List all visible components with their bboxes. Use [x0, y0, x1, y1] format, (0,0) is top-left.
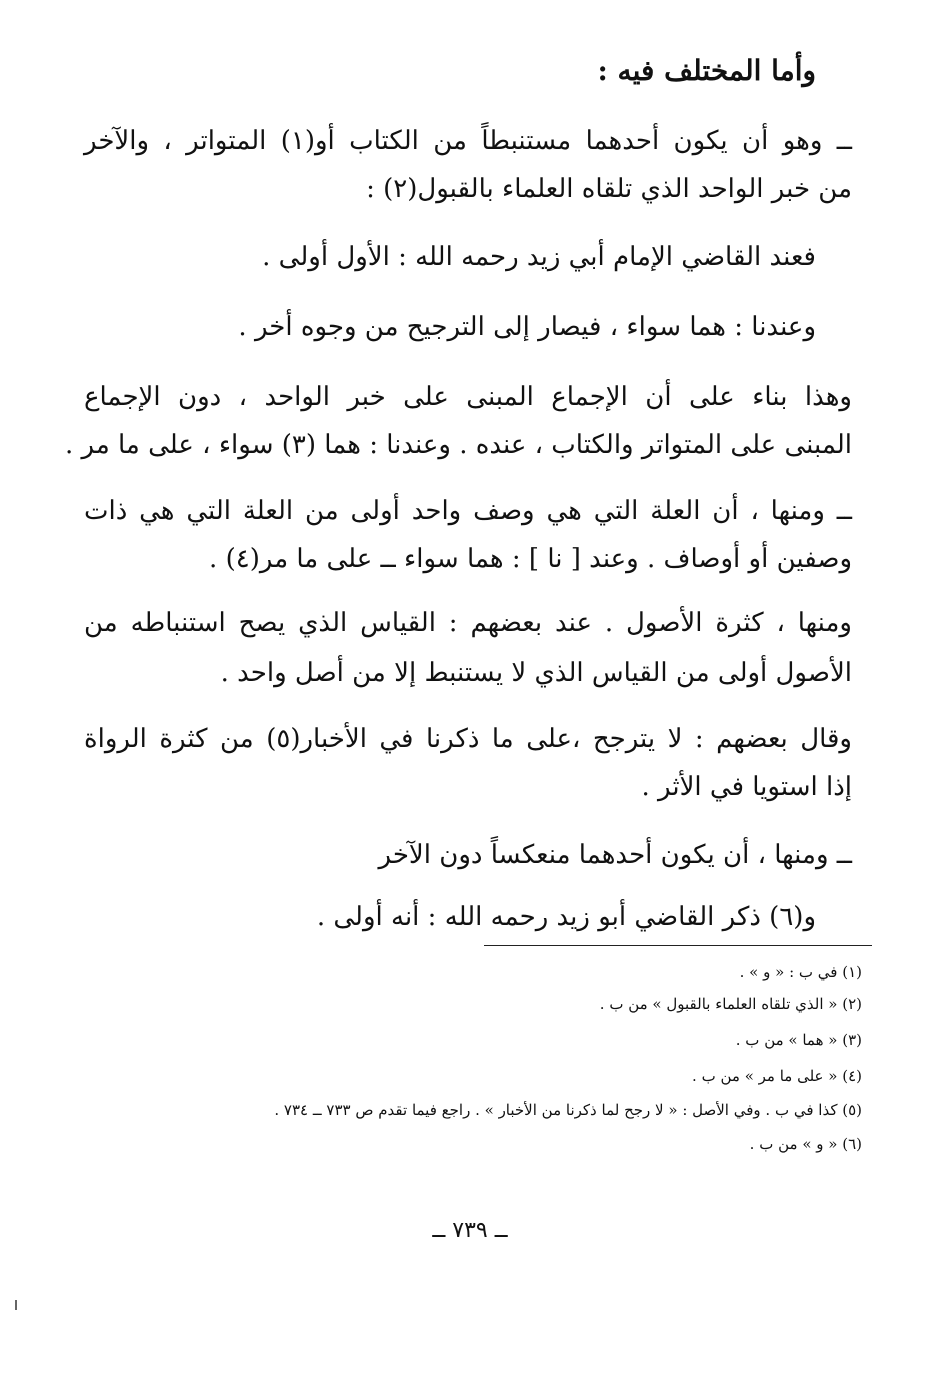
body-line-9: ومنها ، كثرة الأصول . عند بعضهم : القياس الذي يصح استنباطه من: [84, 608, 852, 638]
footnote-1: (١) في ب : « و » .: [739, 963, 862, 981]
body-line-12: إذا استويا في الأثر .: [641, 772, 852, 802]
page-number: ــ ٧٣٩ ــ: [432, 1218, 508, 1243]
footnote-3: (٣) « هما » من ب .: [735, 1031, 862, 1049]
body-line-11: وقال بعضهم : لا يترجح ،على ما ذكرنا في الأخبار(٥) من كثرة الرواة: [84, 724, 852, 754]
body-line-8: وصفين أو أوصاف . وعند [ نا ] : هما سواء ــ على ما مر(٤) .: [209, 544, 852, 574]
body-line-7: ــ ومنها ، أن العلة التي هي وصف واحد أولى من العلة التي هي ذات: [84, 496, 852, 526]
body-line-14: و(٦) ذكر القاضي أبو زيد رحمه الله : أنه أولى .: [316, 902, 816, 932]
footnote-5: (٥) كذا في ب . وفي الأصل : « لا رجح لما ذكرنا من الأخبار » . راجع فيما تقدم ص ٧٣٣ ــ ٧٣٤ .: [274, 1101, 862, 1119]
body-line-10: الأصول أولى من القياس الذي لا يستنبط إلا من أصل واحد .: [220, 658, 852, 688]
section-heading: وأما المختلف فيه :: [597, 54, 816, 87]
body-line-5: وهذا بناء على أن الإجماع المبنى على خبر الواحد ، دون الإجماع: [84, 382, 852, 412]
footnote-2: (٢) « الذي تلقاه العلماء بالقبول » من ب .: [599, 995, 862, 1013]
footnote-6: (٦) « و » من ب .: [749, 1135, 862, 1153]
body-line-13: ــ ومنها ، أن يكون أحدهما منعكساً دون الآخر: [378, 840, 852, 870]
body-line-2: من خبر الواحد الذي تلقاه العلماء بالقبول(٢) :: [366, 174, 852, 204]
footnote-separator: [484, 945, 872, 946]
body-line-4: وعندنا : هما سواء ، فيصار إلى الترجيح من وجوه أخر .: [238, 312, 816, 342]
body-line-3: فعند القاضي الإمام أبي زيد رحمه الله : الأول أولى .: [262, 242, 816, 272]
scan-mark: [15, 1300, 17, 1310]
footnote-4: (٤) « على ما مر » من ب .: [692, 1067, 862, 1085]
body-line-1: ــ وهو أن يكون أحدهما مستنبطاً من الكتاب أو(١) المتواتر ، والآخر: [84, 126, 852, 156]
body-line-6: المبنى على المتواتر والكتاب ، عنده . وعندنا : هما (٣) سواء ، على ما مر .: [64, 430, 852, 460]
